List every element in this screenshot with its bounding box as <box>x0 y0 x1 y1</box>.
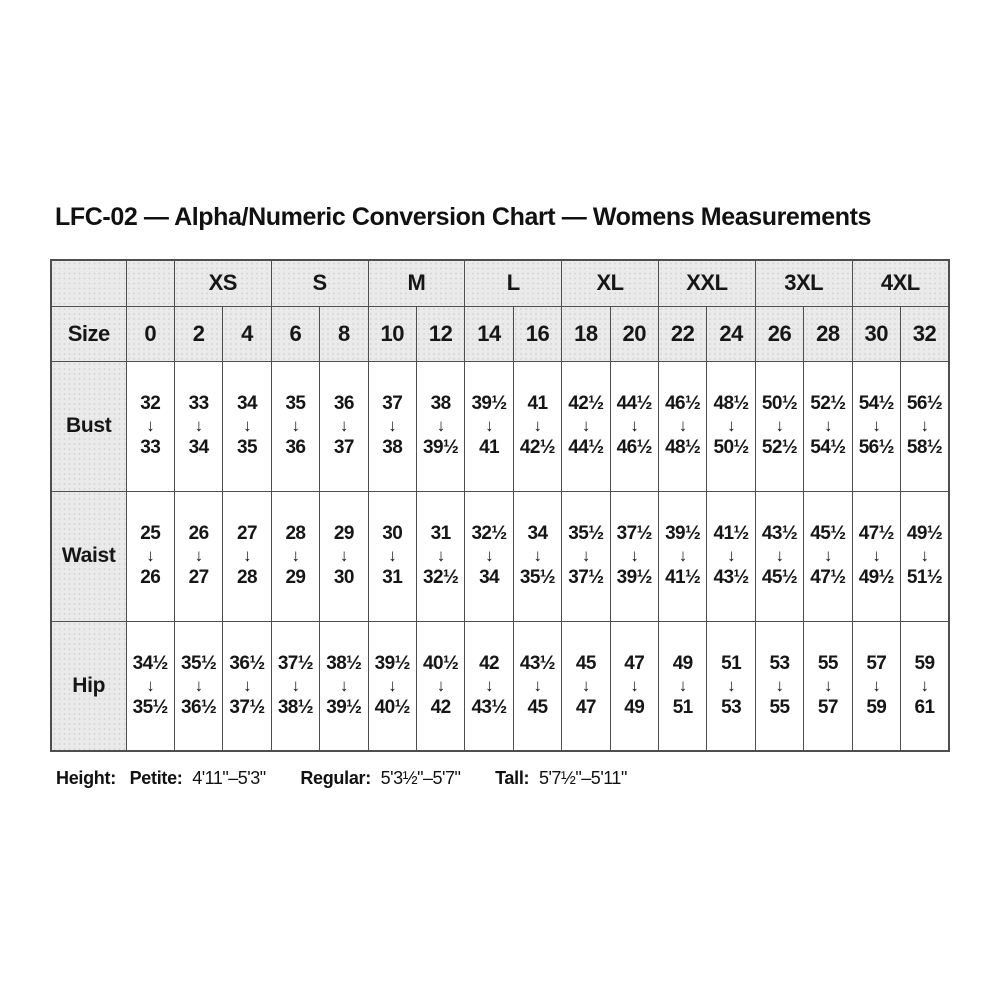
range-to: 46½ <box>616 436 652 458</box>
range-from: 38½ <box>326 653 362 675</box>
bust-range-size-22 <box>658 361 706 491</box>
waist-range-size-0 <box>126 491 174 621</box>
range-to: 42½ <box>519 436 556 458</box>
hip-range-size-2 <box>174 621 222 751</box>
down-arrow-icon: ↓ <box>581 416 590 436</box>
bust-range-size-20 <box>610 361 658 491</box>
range-to: 42 <box>430 696 451 718</box>
down-arrow-icon: ↓ <box>339 546 348 566</box>
range-to: 43½ <box>471 696 507 718</box>
range-from: 37½ <box>616 523 652 545</box>
range-from: 25 <box>140 523 161 545</box>
waist-range-size-26 <box>755 491 803 621</box>
range-from: 47½ <box>858 523 894 545</box>
down-arrow-icon: ↓ <box>630 546 639 566</box>
petite-label: Petite: <box>129 768 183 788</box>
range-from: 46½ <box>665 393 701 415</box>
down-arrow-icon: ↓ <box>194 416 203 436</box>
size-cell-10: 10 <box>368 306 416 361</box>
waist-range-size-28 <box>804 491 852 621</box>
size-conversion-table <box>50 259 950 752</box>
down-arrow-icon: ↓ <box>485 675 493 695</box>
range-to: 53 <box>721 696 742 718</box>
range-from: 56½ <box>906 393 943 415</box>
range-to: 59 <box>866 696 887 718</box>
size-cell-28: 28 <box>804 306 852 361</box>
range-from: 29 <box>333 523 354 545</box>
down-arrow-icon: ↓ <box>194 675 203 695</box>
range-to: 37½ <box>229 696 265 718</box>
waist-range-size-20 <box>610 491 658 621</box>
range-from: 43½ <box>761 523 798 545</box>
range-from: 42 <box>479 653 500 675</box>
range-from: 59 <box>914 653 935 675</box>
empty-corner-cell <box>51 260 126 306</box>
range-from: 31 <box>430 523 451 545</box>
hip-range-size-6 <box>271 621 319 751</box>
bust-range-size-16 <box>513 361 561 491</box>
range-to: 32½ <box>423 566 459 588</box>
down-arrow-icon: ↓ <box>920 675 929 695</box>
range-from: 49½ <box>906 523 943 545</box>
hip-range-size-22 <box>658 621 706 751</box>
range-to: 35½ <box>132 696 168 718</box>
range-to: 39½ <box>616 566 652 588</box>
hip-row-label: Hip <box>51 621 126 751</box>
range-to: 36½ <box>181 696 217 718</box>
down-arrow-icon: ↓ <box>291 675 300 695</box>
waist-range-size-16 <box>513 491 561 621</box>
range-from: 34½ <box>132 653 168 675</box>
bust-row-label: Bust <box>51 361 126 491</box>
down-arrow-icon: ↓ <box>388 546 397 566</box>
range-from: 43½ <box>519 653 556 675</box>
alpha-header-4xl: 4XL <box>852 260 949 306</box>
bust-range-size-10 <box>368 361 416 491</box>
range-from: 40½ <box>423 653 459 675</box>
down-arrow-icon: ↓ <box>630 675 639 695</box>
range-to: 43½ <box>713 566 749 588</box>
bust-range-size-0 <box>126 361 174 491</box>
down-arrow-icon: ↓ <box>388 675 397 695</box>
height-label: Height: <box>56 768 116 788</box>
down-arrow-icon: ↓ <box>727 416 736 436</box>
size-cell-24: 24 <box>707 306 755 361</box>
size-cell-30: 30 <box>852 306 900 361</box>
range-from: 38 <box>430 393 451 415</box>
down-arrow-icon: ↓ <box>678 416 687 436</box>
hip-range-size-0 <box>126 621 174 751</box>
down-arrow-icon: ↓ <box>727 546 736 566</box>
hip-range-size-28 <box>804 621 852 751</box>
range-from: 44½ <box>616 393 652 415</box>
size-cell-32: 32 <box>901 306 950 361</box>
range-from: 32½ <box>471 523 507 545</box>
down-arrow-icon: ↓ <box>872 416 881 436</box>
tall-label: Tall: <box>495 768 530 788</box>
bust-range-size-6 <box>271 361 319 491</box>
alpha-header-xl: XL <box>562 260 659 306</box>
bust-range-size-8 <box>320 361 368 491</box>
range-from: 45 <box>575 653 596 675</box>
down-arrow-icon: ↓ <box>485 546 493 566</box>
bust-range-size-18 <box>562 361 610 491</box>
down-arrow-icon: ↓ <box>630 416 639 436</box>
hip-range-size-18 <box>562 621 610 751</box>
range-from: 35 <box>285 393 306 415</box>
alpha-header-xs: XS <box>174 260 271 306</box>
alpha-header-row <box>51 260 949 306</box>
down-arrow-icon: ↓ <box>581 546 590 566</box>
bust-range-size-14 <box>465 361 513 491</box>
down-arrow-icon: ↓ <box>291 546 300 566</box>
down-arrow-icon: ↓ <box>872 546 881 566</box>
alpha-header-3xl: 3XL <box>755 260 852 306</box>
range-from: 33 <box>188 393 209 415</box>
range-to: 55 <box>769 696 790 718</box>
range-from: 35½ <box>568 523 604 545</box>
down-arrow-icon: ↓ <box>678 546 687 566</box>
range-from: 34 <box>527 523 548 545</box>
range-to: 51 <box>672 696 693 718</box>
range-from: 39½ <box>471 393 507 415</box>
range-from: 41½ <box>713 523 749 545</box>
down-arrow-icon: ↓ <box>291 416 300 436</box>
waist-range-size-18 <box>562 491 610 621</box>
range-from: 54½ <box>858 393 894 415</box>
size-cell-22: 22 <box>658 306 706 361</box>
size-row-label: Size <box>51 306 126 361</box>
down-arrow-icon: ↓ <box>436 546 445 566</box>
range-to: 33 <box>140 436 161 458</box>
range-to: 29 <box>285 566 306 588</box>
down-arrow-icon: ↓ <box>485 416 493 436</box>
bust-range-size-2 <box>174 361 222 491</box>
down-arrow-icon: ↓ <box>243 416 251 436</box>
range-from: 45½ <box>810 523 846 545</box>
range-to: 36 <box>285 436 306 458</box>
down-arrow-icon: ↓ <box>581 675 590 695</box>
down-arrow-icon: ↓ <box>146 675 155 695</box>
size-cell-6: 6 <box>271 306 319 361</box>
bust-row <box>51 361 949 491</box>
page-title: LFC-02 — Alpha/Numeric Conversion Chart — Womens Measurements <box>55 203 872 231</box>
hip-range-size-20 <box>610 621 658 751</box>
hip-range-size-30 <box>852 621 900 751</box>
down-arrow-icon: ↓ <box>823 546 832 566</box>
range-to: 47½ <box>810 566 846 588</box>
range-to: 27 <box>188 566 209 588</box>
range-from: 42½ <box>568 393 604 415</box>
down-arrow-icon: ↓ <box>727 675 736 695</box>
size-cell-4: 4 <box>223 306 271 361</box>
down-arrow-icon: ↓ <box>339 416 348 436</box>
range-from: 53 <box>769 653 790 675</box>
down-arrow-icon: ↓ <box>533 416 542 436</box>
down-arrow-icon: ↓ <box>146 416 155 436</box>
range-from: 36 <box>333 393 354 415</box>
range-to: 56½ <box>858 436 894 458</box>
tall-range: 5'7½"–5'11" <box>538 768 627 788</box>
range-from: 32 <box>140 393 161 415</box>
range-to: 37½ <box>568 566 604 588</box>
range-from: 35½ <box>181 653 217 675</box>
hip-range-size-4 <box>223 621 271 751</box>
down-arrow-icon: ↓ <box>388 416 397 436</box>
range-from: 37 <box>382 393 403 415</box>
range-from: 47 <box>624 653 645 675</box>
waist-range-size-14 <box>465 491 513 621</box>
waist-range-size-30 <box>852 491 900 621</box>
range-from: 36½ <box>229 653 265 675</box>
down-arrow-icon: ↓ <box>243 546 251 566</box>
down-arrow-icon: ↓ <box>678 675 687 695</box>
size-cell-16: 16 <box>513 306 561 361</box>
bust-range-size-24 <box>707 361 755 491</box>
range-to: 40½ <box>374 696 410 718</box>
range-to: 58½ <box>906 436 943 458</box>
range-to: 50½ <box>713 436 749 458</box>
range-to: 39½ <box>326 696 362 718</box>
down-arrow-icon: ↓ <box>243 675 251 695</box>
range-from: 28 <box>285 523 306 545</box>
range-to: 44½ <box>568 436 604 458</box>
range-to: 38 <box>382 436 403 458</box>
range-from: 48½ <box>713 393 749 415</box>
size-cell-0: 0 <box>126 306 174 361</box>
waist-range-size-32 <box>901 491 950 621</box>
numeric-size-row <box>51 306 949 361</box>
range-to: 49½ <box>858 566 894 588</box>
size-cell-2: 2 <box>174 306 222 361</box>
waist-row <box>51 491 949 621</box>
waist-range-size-2 <box>174 491 222 621</box>
bust-range-size-12 <box>416 361 464 491</box>
down-arrow-icon: ↓ <box>533 675 542 695</box>
down-arrow-icon: ↓ <box>775 546 784 566</box>
range-to: 45 <box>527 696 548 718</box>
range-from: 26 <box>188 523 209 545</box>
height-legend <box>56 768 627 789</box>
range-to: 48½ <box>665 436 701 458</box>
hip-range-size-12 <box>416 621 464 751</box>
range-from: 34 <box>237 393 257 415</box>
down-arrow-icon: ↓ <box>775 416 784 436</box>
range-to: 35 <box>237 436 257 458</box>
range-to: 49 <box>624 696 645 718</box>
range-from: 50½ <box>761 393 798 415</box>
alpha-header-s: S <box>271 260 368 306</box>
range-to: 34 <box>188 436 209 458</box>
hip-range-size-16 <box>513 621 561 751</box>
alpha-header-l: L <box>465 260 562 306</box>
size-cell-26: 26 <box>755 306 803 361</box>
range-to: 30 <box>333 566 354 588</box>
range-to: 52½ <box>761 436 798 458</box>
regular-range: 5'3½"–5'7" <box>380 768 461 788</box>
waist-range-size-10 <box>368 491 416 621</box>
down-arrow-icon: ↓ <box>339 675 348 695</box>
down-arrow-icon: ↓ <box>533 546 542 566</box>
range-from: 39½ <box>665 523 701 545</box>
empty-header-cell-size-0 <box>126 260 174 306</box>
down-arrow-icon: ↓ <box>146 546 155 566</box>
alpha-header-m: M <box>368 260 465 306</box>
range-from: 27 <box>237 523 257 545</box>
down-arrow-icon: ↓ <box>194 546 203 566</box>
bust-range-size-26 <box>755 361 803 491</box>
waist-range-size-12 <box>416 491 464 621</box>
down-arrow-icon: ↓ <box>436 416 445 436</box>
hip-range-size-14 <box>465 621 513 751</box>
down-arrow-icon: ↓ <box>823 675 832 695</box>
hip-range-size-32 <box>901 621 950 751</box>
range-to: 41 <box>479 436 500 458</box>
size-cell-14: 14 <box>465 306 513 361</box>
hip-row <box>51 621 949 751</box>
range-to: 38½ <box>277 696 314 718</box>
hip-range-size-8 <box>320 621 368 751</box>
petite-range: 4'11"–5'3" <box>192 768 266 788</box>
size-cell-18: 18 <box>562 306 610 361</box>
range-from: 49 <box>672 653 693 675</box>
alpha-header-xxl: XXL <box>658 260 755 306</box>
down-arrow-icon: ↓ <box>920 416 929 436</box>
waist-range-size-4 <box>223 491 271 621</box>
range-from: 41 <box>527 393 548 415</box>
hip-range-size-10 <box>368 621 416 751</box>
range-to: 41½ <box>665 566 701 588</box>
range-from: 30 <box>382 523 403 545</box>
waist-range-size-24 <box>707 491 755 621</box>
range-to: 26 <box>140 566 161 588</box>
range-to: 57 <box>817 696 838 718</box>
range-to: 35½ <box>519 566 556 588</box>
waist-row-label: Waist <box>51 491 126 621</box>
bust-range-size-4 <box>223 361 271 491</box>
range-to: 34 <box>479 566 500 588</box>
down-arrow-icon: ↓ <box>823 416 832 436</box>
range-to: 47 <box>575 696 596 718</box>
waist-range-size-8 <box>320 491 368 621</box>
range-to: 37 <box>333 436 354 458</box>
size-cell-20: 20 <box>610 306 658 361</box>
range-from: 55 <box>817 653 838 675</box>
range-from: 37½ <box>277 653 314 675</box>
waist-range-size-6 <box>271 491 319 621</box>
range-from: 52½ <box>810 393 846 415</box>
size-cell-12: 12 <box>416 306 464 361</box>
hip-range-size-24 <box>707 621 755 751</box>
down-arrow-icon: ↓ <box>436 675 445 695</box>
range-to: 54½ <box>810 436 846 458</box>
range-from: 51 <box>721 653 742 675</box>
bust-range-size-30 <box>852 361 900 491</box>
waist-range-size-22 <box>658 491 706 621</box>
down-arrow-icon: ↓ <box>920 546 929 566</box>
range-to: 51½ <box>906 566 943 588</box>
range-to: 28 <box>237 566 257 588</box>
hip-range-size-26 <box>755 621 803 751</box>
range-to: 61 <box>914 696 935 718</box>
bust-range-size-28 <box>804 361 852 491</box>
down-arrow-icon: ↓ <box>775 675 784 695</box>
bust-range-size-32 <box>901 361 950 491</box>
range-to: 31 <box>382 566 403 588</box>
size-cell-8: 8 <box>320 306 368 361</box>
range-from: 57 <box>866 653 887 675</box>
regular-label: Regular: <box>300 768 371 788</box>
range-from: 39½ <box>374 653 410 675</box>
down-arrow-icon: ↓ <box>872 675 881 695</box>
range-to: 39½ <box>423 436 459 458</box>
range-to: 45½ <box>761 566 798 588</box>
